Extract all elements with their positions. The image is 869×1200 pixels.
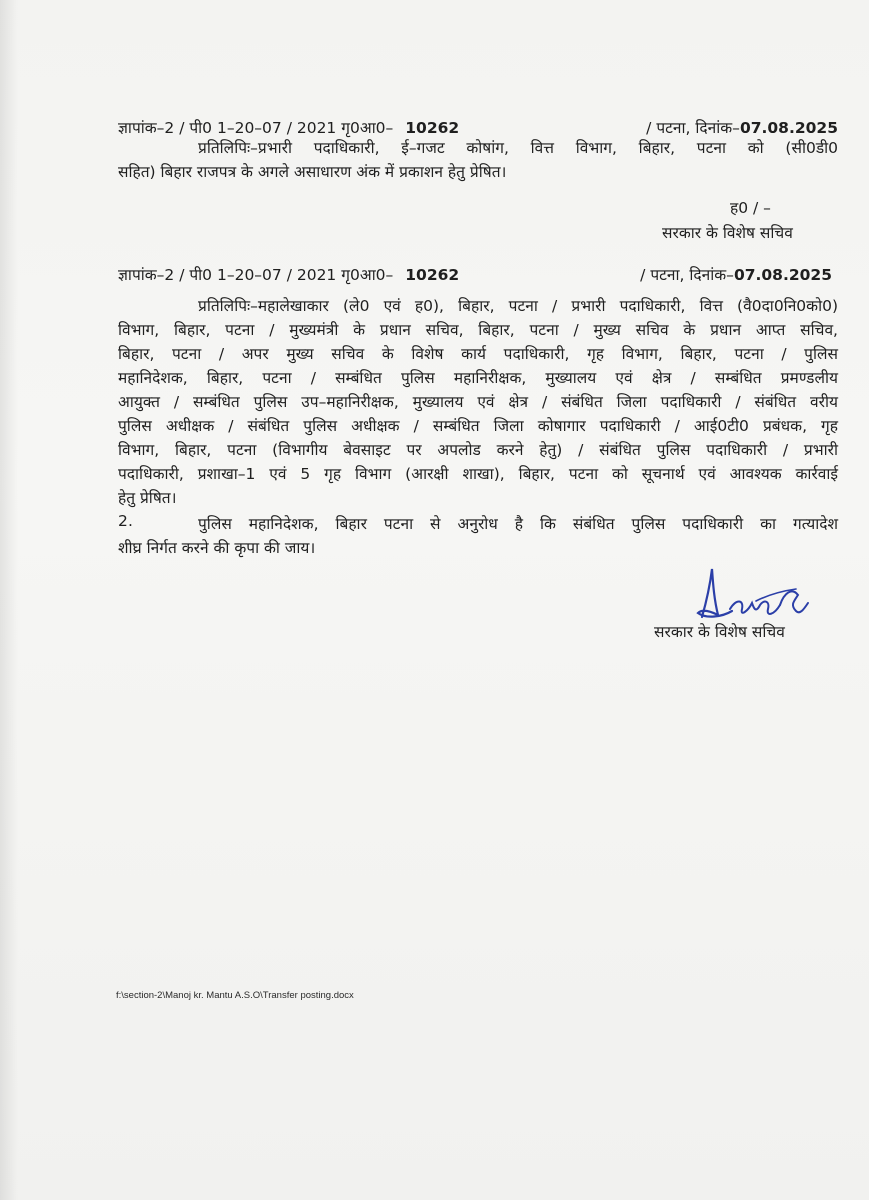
distribution-line: पदाधिकारी, प्रशाखा–1 एवं 5 गृह विभाग (आरक्षी शाखा), बिहार, पटना को सूचनार्थ एवं आवश्यक कार्रवाई [118,465,838,483]
memo-ref-number: 10262 [405,119,460,137]
memo-place-date [640,263,832,285]
signed-mark: ह0 / – [730,199,771,217]
copy-to-line-1: प्रतिलिपिः–प्रभारी पदाधिकारी, ई–गजट कोषांग, वित्त विभाग, बिहार, पटना को (सी0डी0 [198,139,838,157]
distribution-line: प्रतिलिपिः–महालेखाकार (ले0 एवं ह0), बिहार, पटना / प्रभारी पदाधिकारी, वित्त (वै0दा0नि0को0) [198,297,838,315]
page-edge-shadow [0,0,18,1200]
memo-place-prefix: / पटना, दिनांक– [646,119,740,137]
distribution-line: हेतु प्रेषित। [118,489,177,507]
file-path-footer: f:\section-2\Manoj kr. Mantu A.S.O\Transfer posting.docx [116,990,354,1001]
memo-reference-row-1 [118,116,838,138]
distribution-line: विभाग, बिहार, पटना / मुख्यमंत्री के प्रधान सचिव, बिहार, पटना / मुख्य सचिव के प्रधान आप्त सचिव, [118,321,838,339]
request-line-1: पुलिस महानिदेशक, बिहार पटना से अनुरोध है कि संबंधित पुलिस पदाधिकारी का गत्यादेश [198,515,838,533]
signatory-title-1: सरकार के विशेष सचिव [662,224,793,242]
memo-date: 07.08.2025 [733,266,832,284]
distribution-line: आयुक्त / सम्बंधित पुलिस उप–महानिरीक्षक, मुख्यालय एवं क्षेत्र / संबंधित जिला पदाधिकारी / संबंधित वरीय [118,393,838,411]
memo-ref-number: 10262 [405,266,460,284]
memo-reference-row-2 [118,263,838,285]
distribution-line: बिहार, पटना / अपर मुख्य सचिव के विशेष कार्य पदाधिकारी, गृह विभाग, बिहार, पटना / पुलिस [118,345,838,363]
paragraph-number: 2. [118,512,133,530]
copy-to-line-2: सहित) बिहार राजपत्र के अगले असाधारण अंक में प्रकाशन हेतु प्रेषित। [118,163,507,181]
memo-date: 07.08.2025 [739,119,838,137]
distribution-line: पुलिस अधीक्षक / संबंधित पुलिस अधीक्षक / सम्बंधित जिला कोषागार पदाधिकारी / आई0टी0 प्रबंधक, गृह [118,417,838,435]
memo-place-prefix: / पटना, दिनांक– [640,266,734,284]
memo-ref-prefix: ज्ञापांक–2 / पी0 1–20–07 / 2021 गृ0आ0– [118,266,394,284]
distribution-line: महानिदेशक, बिहार, पटना / सम्बंधित पुलिस महानिरीक्षक, मुख्यालय एवं क्षेत्र / सम्बंधित प्रमण्डलीय [118,369,838,387]
distribution-line: विभाग, बिहार, पटना (विभागीय बेवसाइट पर अपलोड करने हेतु) / संबंधित पुलिस पदाधिकारी / प्रभारी [118,441,838,459]
request-line-2: शीघ्र निर्गत करने की कृपा की जाय। [118,539,316,557]
signatory-title-2: सरकार के विशेष सचिव [654,623,785,641]
memo-ref-prefix: ज्ञापांक–2 / पी0 1–20–07 / 2021 गृ0आ0– [118,119,394,137]
memo-place-date [646,116,838,138]
